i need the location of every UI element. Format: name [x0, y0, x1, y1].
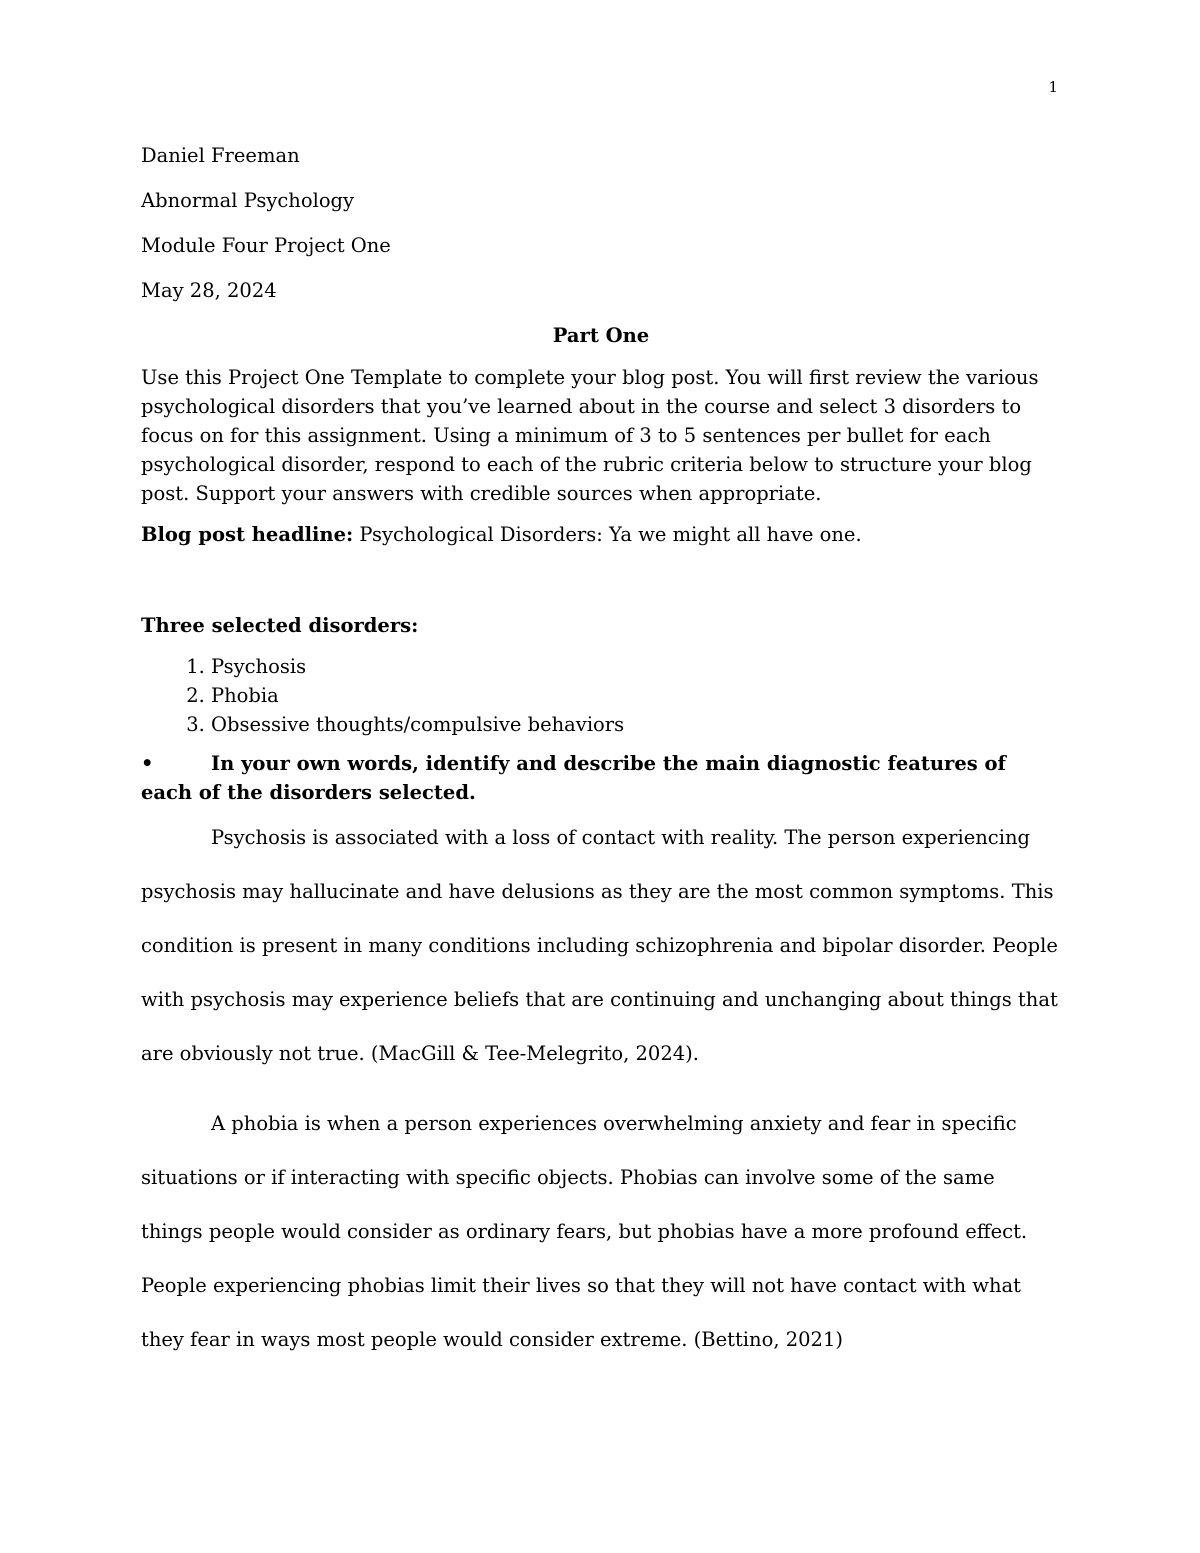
assignment-name: Module Four Project One [141, 234, 391, 257]
disorders-label: Three selected disorders: [141, 614, 419, 637]
intro-paragraph: Use this Project One Template to complete your blog post. You will first review the various psychological disorders that you’ve learned about in the course and select 3 disorders to focus on for this assignment. Using a minimum of 3 to 5 sentences per bullet for each psychological disorder, respond to each of the rubric criteria below to structure your blog post. Support your answers with credible sources when appropriate. [141, 366, 1039, 505]
list-item: 2. Phobia [211, 681, 1061, 710]
rubric-question-text: In your own words, identify and describe the main diagnostic features of each of the disorders selected. [141, 752, 1006, 804]
disorders-list [141, 652, 1061, 739]
document-date: May 28, 2024 [141, 279, 277, 302]
blog-headline-value: Psychological Disorders: Ya we might all have one. [353, 523, 862, 546]
document-body [141, 138, 1061, 1367]
phobia-paragraph: A phobia is when a person experiences overwhelming anxiety and fear in specific situations or if interacting with specific objects. Phobias can involve some of the same things people would consider as ordinary fears, but phobias have a more profound effect. People experiencing phobias limit their lives so that they will not have contact with what they fear in ways most people would consider extreme. (Bettino, 2021) [141, 1112, 1028, 1351]
psychosis-paragraph: Psychosis is associated with a loss of contact with reality. The person experiencing psychosis may hallucinate and have delusions as they are the most common symptoms. This condition is present in many conditions including schizophrenia and bipolar disorder. People with psychosis may experience beliefs that are continuing and unchanging about things that are obviously not true. (MacGill & Tee-Melegrito, 2024). [141, 826, 1058, 1065]
list-item: 3. Obsessive thoughts/compulsive behaviors [211, 710, 1061, 739]
list-item: 1. Psychosis [211, 652, 1061, 681]
rubric-question [141, 749, 1061, 807]
blog-headline-label: Blog post headline: [141, 523, 354, 546]
author-name: Daniel Freeman [141, 144, 300, 167]
bullet-icon: • [141, 752, 154, 775]
section-title: Part One [552, 324, 650, 347]
course-name: Abnormal Psychology [141, 189, 355, 212]
blog-headline [141, 520, 1061, 549]
page-number: 1 [1048, 78, 1058, 96]
